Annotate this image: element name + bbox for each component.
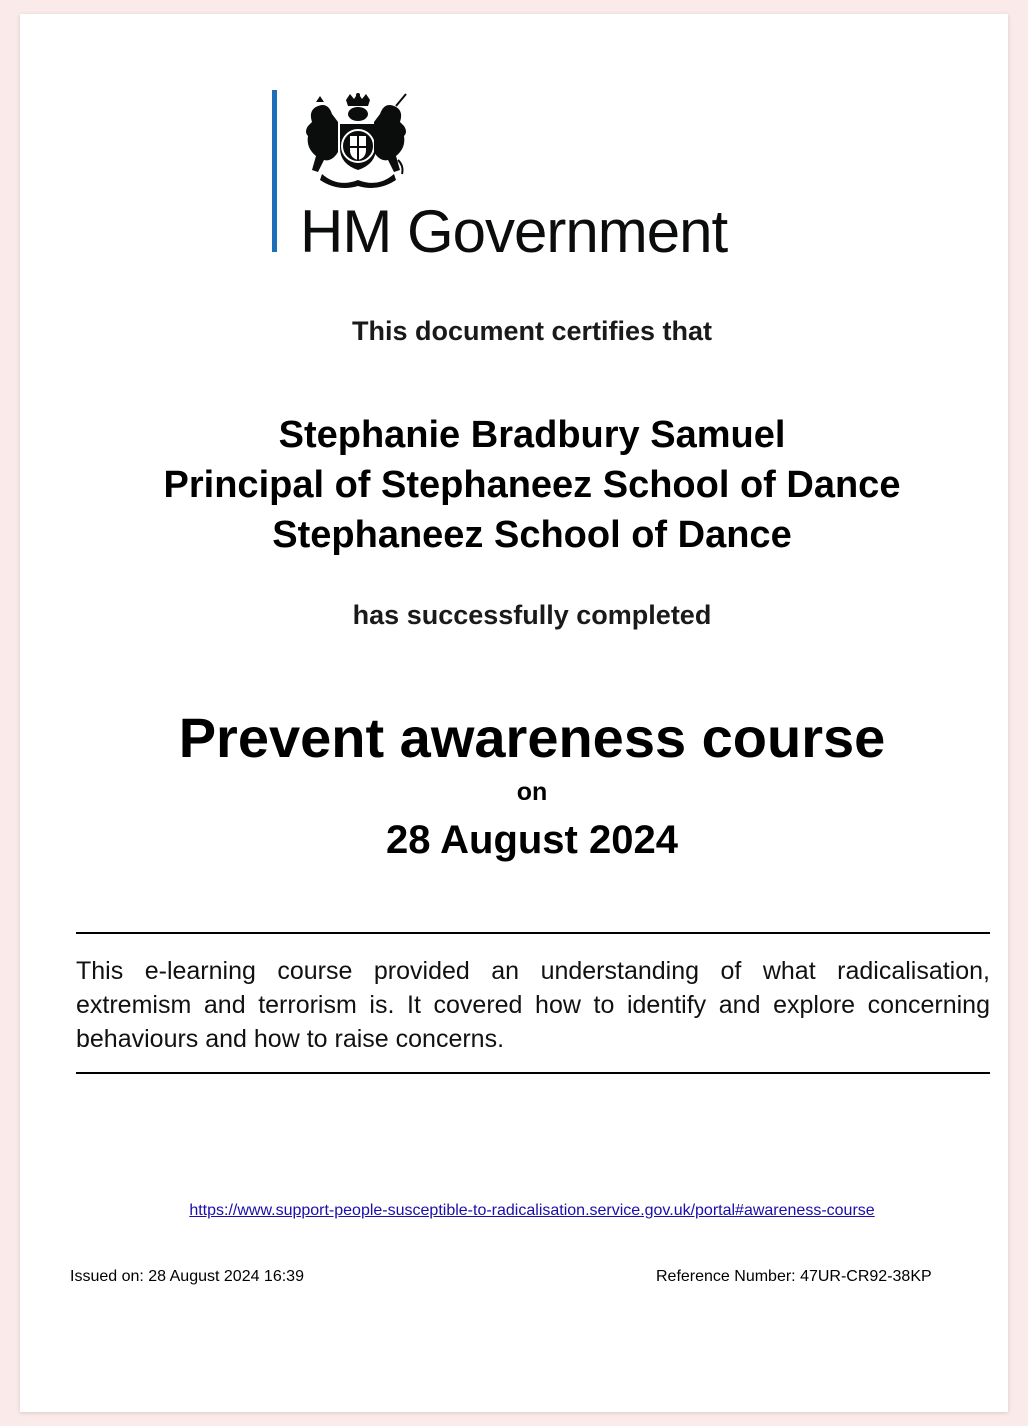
logo-accent-bar bbox=[272, 90, 277, 252]
top-divider bbox=[76, 932, 990, 934]
portal-link[interactable]: https://www.support-people-susceptible-to-radicalisation.service.gov.uk/portal#awareness-course bbox=[189, 1202, 875, 1219]
recipient-name: Stephanie Bradbury Samuel bbox=[278, 414, 786, 456]
bottom-divider bbox=[76, 1072, 990, 1074]
course-title: Prevent awareness course bbox=[178, 706, 886, 769]
completion-date: 28 August 2024 bbox=[386, 818, 678, 862]
certificate-page bbox=[20, 14, 1008, 1412]
issued-date: Issued on: 28 August 2024 16:39 bbox=[70, 1268, 304, 1285]
hm-government-logo bbox=[272, 90, 772, 265]
recipient-block bbox=[20, 410, 1028, 560]
recipient-organisation: Stephaneez School of Dance bbox=[272, 514, 792, 556]
royal-coat-of-arms-icon bbox=[298, 92, 414, 190]
completed-heading: has successfully completed bbox=[352, 600, 712, 630]
recipient-role: Principal of Stephaneez School of Dance bbox=[163, 464, 901, 506]
certifies-heading: This document certifies that bbox=[351, 316, 713, 346]
logo-brand-text: HM Government bbox=[300, 198, 728, 265]
on-label: on bbox=[516, 778, 548, 806]
course-description: This e-learning course provided an understanding of what radicalisation, extremism and terrorism is. It covered how to identify and explore concerning behaviours and how to raise concerns. bbox=[76, 957, 990, 1053]
reference-number: Reference Number: 47UR-CR92-38KP bbox=[656, 1268, 932, 1285]
